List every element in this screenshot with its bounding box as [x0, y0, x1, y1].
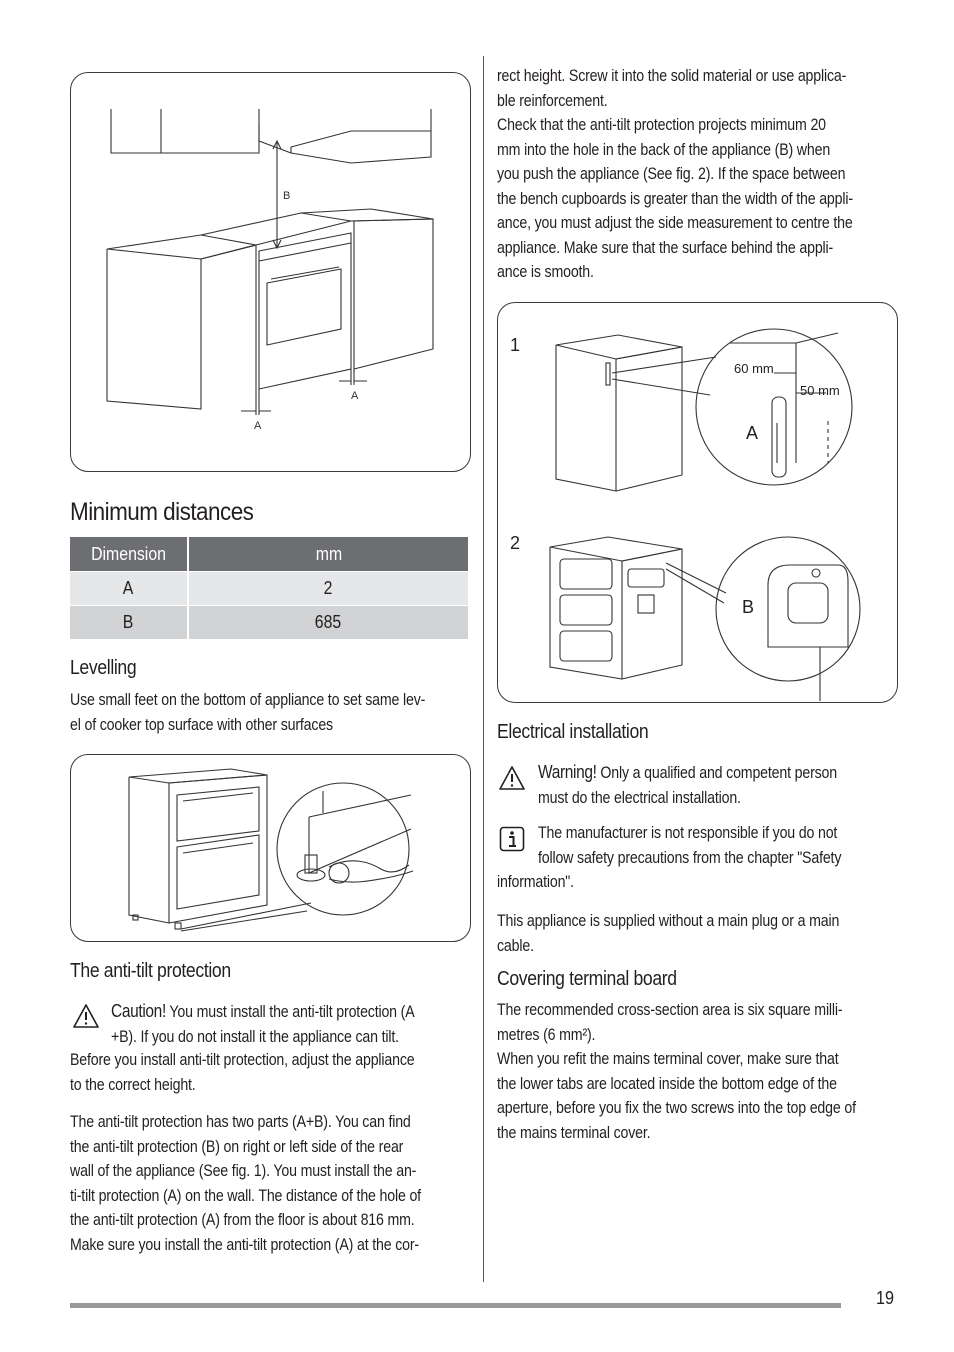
info-text: follow safety precautions from the chapter "Safety [538, 848, 842, 867]
table-row [70, 606, 468, 640]
anti-tilt-figure [497, 302, 898, 703]
paragraph-line: cable. [497, 936, 534, 955]
dimensions-table [70, 537, 468, 639]
label-b: B [742, 597, 755, 617]
paragraph-line: ti-tilt protection (A) on the wall. The distance of the hole of [70, 1186, 421, 1205]
table-header-row [70, 537, 468, 572]
electrical-heading: Electrical installation [497, 721, 649, 743]
levelling-heading: Levelling [70, 657, 137, 679]
paragraph-line: wall of the appliance (See fig. 1). You must install the an- [70, 1162, 417, 1180]
anti-tilt-heading: The anti-tilt protection [70, 960, 231, 982]
caution-label: Caution! [111, 1001, 166, 1021]
anti-tilt-illustration [498, 303, 897, 702]
anti-tilt-continued [497, 64, 911, 285]
cell-mm: 2 [188, 572, 468, 606]
anti-tilt-para-1 [70, 1048, 471, 1097]
figure-number-1: 1 [510, 335, 521, 355]
info-note [538, 821, 891, 870]
paragraph-line: ance, you must adjust the side measurement to centre the [497, 214, 853, 232]
paragraph-line: When you refit the mains terminal cover, make sure that [497, 1050, 839, 1068]
info-text: The manufacturer is not responsible if you do not [538, 824, 838, 842]
levelling-illustration [71, 755, 470, 941]
dimension-50mm: 50 mm [800, 383, 840, 398]
paragraph-line: the anti-tilt protection (A) from the floor is about 816 mm. [70, 1211, 415, 1229]
installation-illustration [71, 73, 470, 471]
column-header-dimension: Dimension [70, 537, 188, 572]
figure-number-2: 2 [510, 533, 521, 553]
paragraph-line: The anti-tilt protection has two parts (A+B). You can find [70, 1113, 411, 1131]
warning-label: Warning! [538, 762, 597, 782]
paragraph-line: Make sure you install the anti-tilt protection (A) at the cor- [70, 1235, 419, 1254]
paragraph-line: This appliance is supplied without a main plug or a main [497, 912, 840, 930]
levelling-line: Use small feet on the bottom of appliance to set same lev- [70, 691, 426, 709]
warning-text: must do the electrical installation. [538, 788, 741, 807]
paragraph-line: the anti-tilt protection (B) on right or left side of the rear [70, 1137, 404, 1156]
installation-figure [70, 72, 471, 472]
page-number: 19 [876, 1288, 895, 1308]
paragraph-line: ance is smooth. [497, 263, 594, 281]
label-a-right: A [351, 390, 359, 402]
caution-text: You must install the anti-tilt protection (A [169, 1003, 415, 1021]
paragraph-line: metres (6 mm²). [497, 1025, 596, 1044]
cell-mm: 685 [188, 606, 468, 640]
paragraph-line: ble reinforcement. [497, 91, 608, 110]
paragraph-line: to the correct height. [70, 1075, 196, 1094]
paragraph-line: the lower tabs are located inside the bottom edge of the [497, 1074, 837, 1093]
info-icon [499, 826, 525, 852]
column-divider [483, 56, 484, 1282]
caution-text: +B). If you do not install it the appliance can tilt. [111, 1027, 399, 1046]
table-row [70, 572, 468, 606]
levelling-text [70, 688, 483, 737]
label-a: A [746, 423, 759, 443]
warning-note [538, 760, 886, 810]
footer-rule [70, 1303, 841, 1308]
electrical-para [497, 909, 895, 958]
cell-dimension: A [70, 572, 188, 606]
paragraph-line: appliance. Make sure that the surface behind the appli- [497, 238, 834, 257]
paragraph-line: the mains terminal cover. [497, 1123, 651, 1142]
paragraph-line: aperture, before you fix the two screws into the top edge of [497, 1099, 856, 1117]
paragraph-line: Check that the anti-tilt protection projects minimum 20 [497, 116, 826, 134]
paragraph-line: mm into the hole in the back of the appliance (B) when [497, 140, 831, 159]
levelling-line: el of cooker top surface with other surfaces [70, 715, 333, 734]
paragraph-line: the bench cupboards is greater than the width of the appli- [497, 189, 853, 208]
paragraph-line: you push the appliance (See fig. 2). If the space between [497, 165, 846, 183]
anti-tilt-para-2 [70, 1110, 478, 1257]
caution-note [111, 999, 464, 1049]
paragraph-line: Before you install anti-tilt protection, adjust the appliance [70, 1051, 415, 1069]
info-text: information". [497, 873, 574, 891]
caution-icon [72, 1003, 100, 1029]
terminal-para [497, 998, 914, 1145]
paragraph-line: rect height. Screw it into the solid material or use applica- [497, 67, 847, 85]
column-header-mm: mm [188, 537, 468, 572]
info-note-continued [497, 870, 586, 895]
warning-text: Only a qualified and competent person [600, 764, 838, 782]
levelling-figure [70, 754, 471, 942]
label-b: B [283, 190, 291, 202]
label-a-left: A [254, 420, 262, 432]
dimension-60mm: 60 mm [734, 361, 774, 376]
cell-dimension: B [70, 606, 188, 640]
minimum-distances-heading: Minimum distances [70, 498, 254, 526]
paragraph-line: The recommended cross-section area is six square milli- [497, 1001, 843, 1019]
terminal-heading: Covering terminal board [497, 968, 677, 990]
warning-icon [498, 765, 526, 791]
